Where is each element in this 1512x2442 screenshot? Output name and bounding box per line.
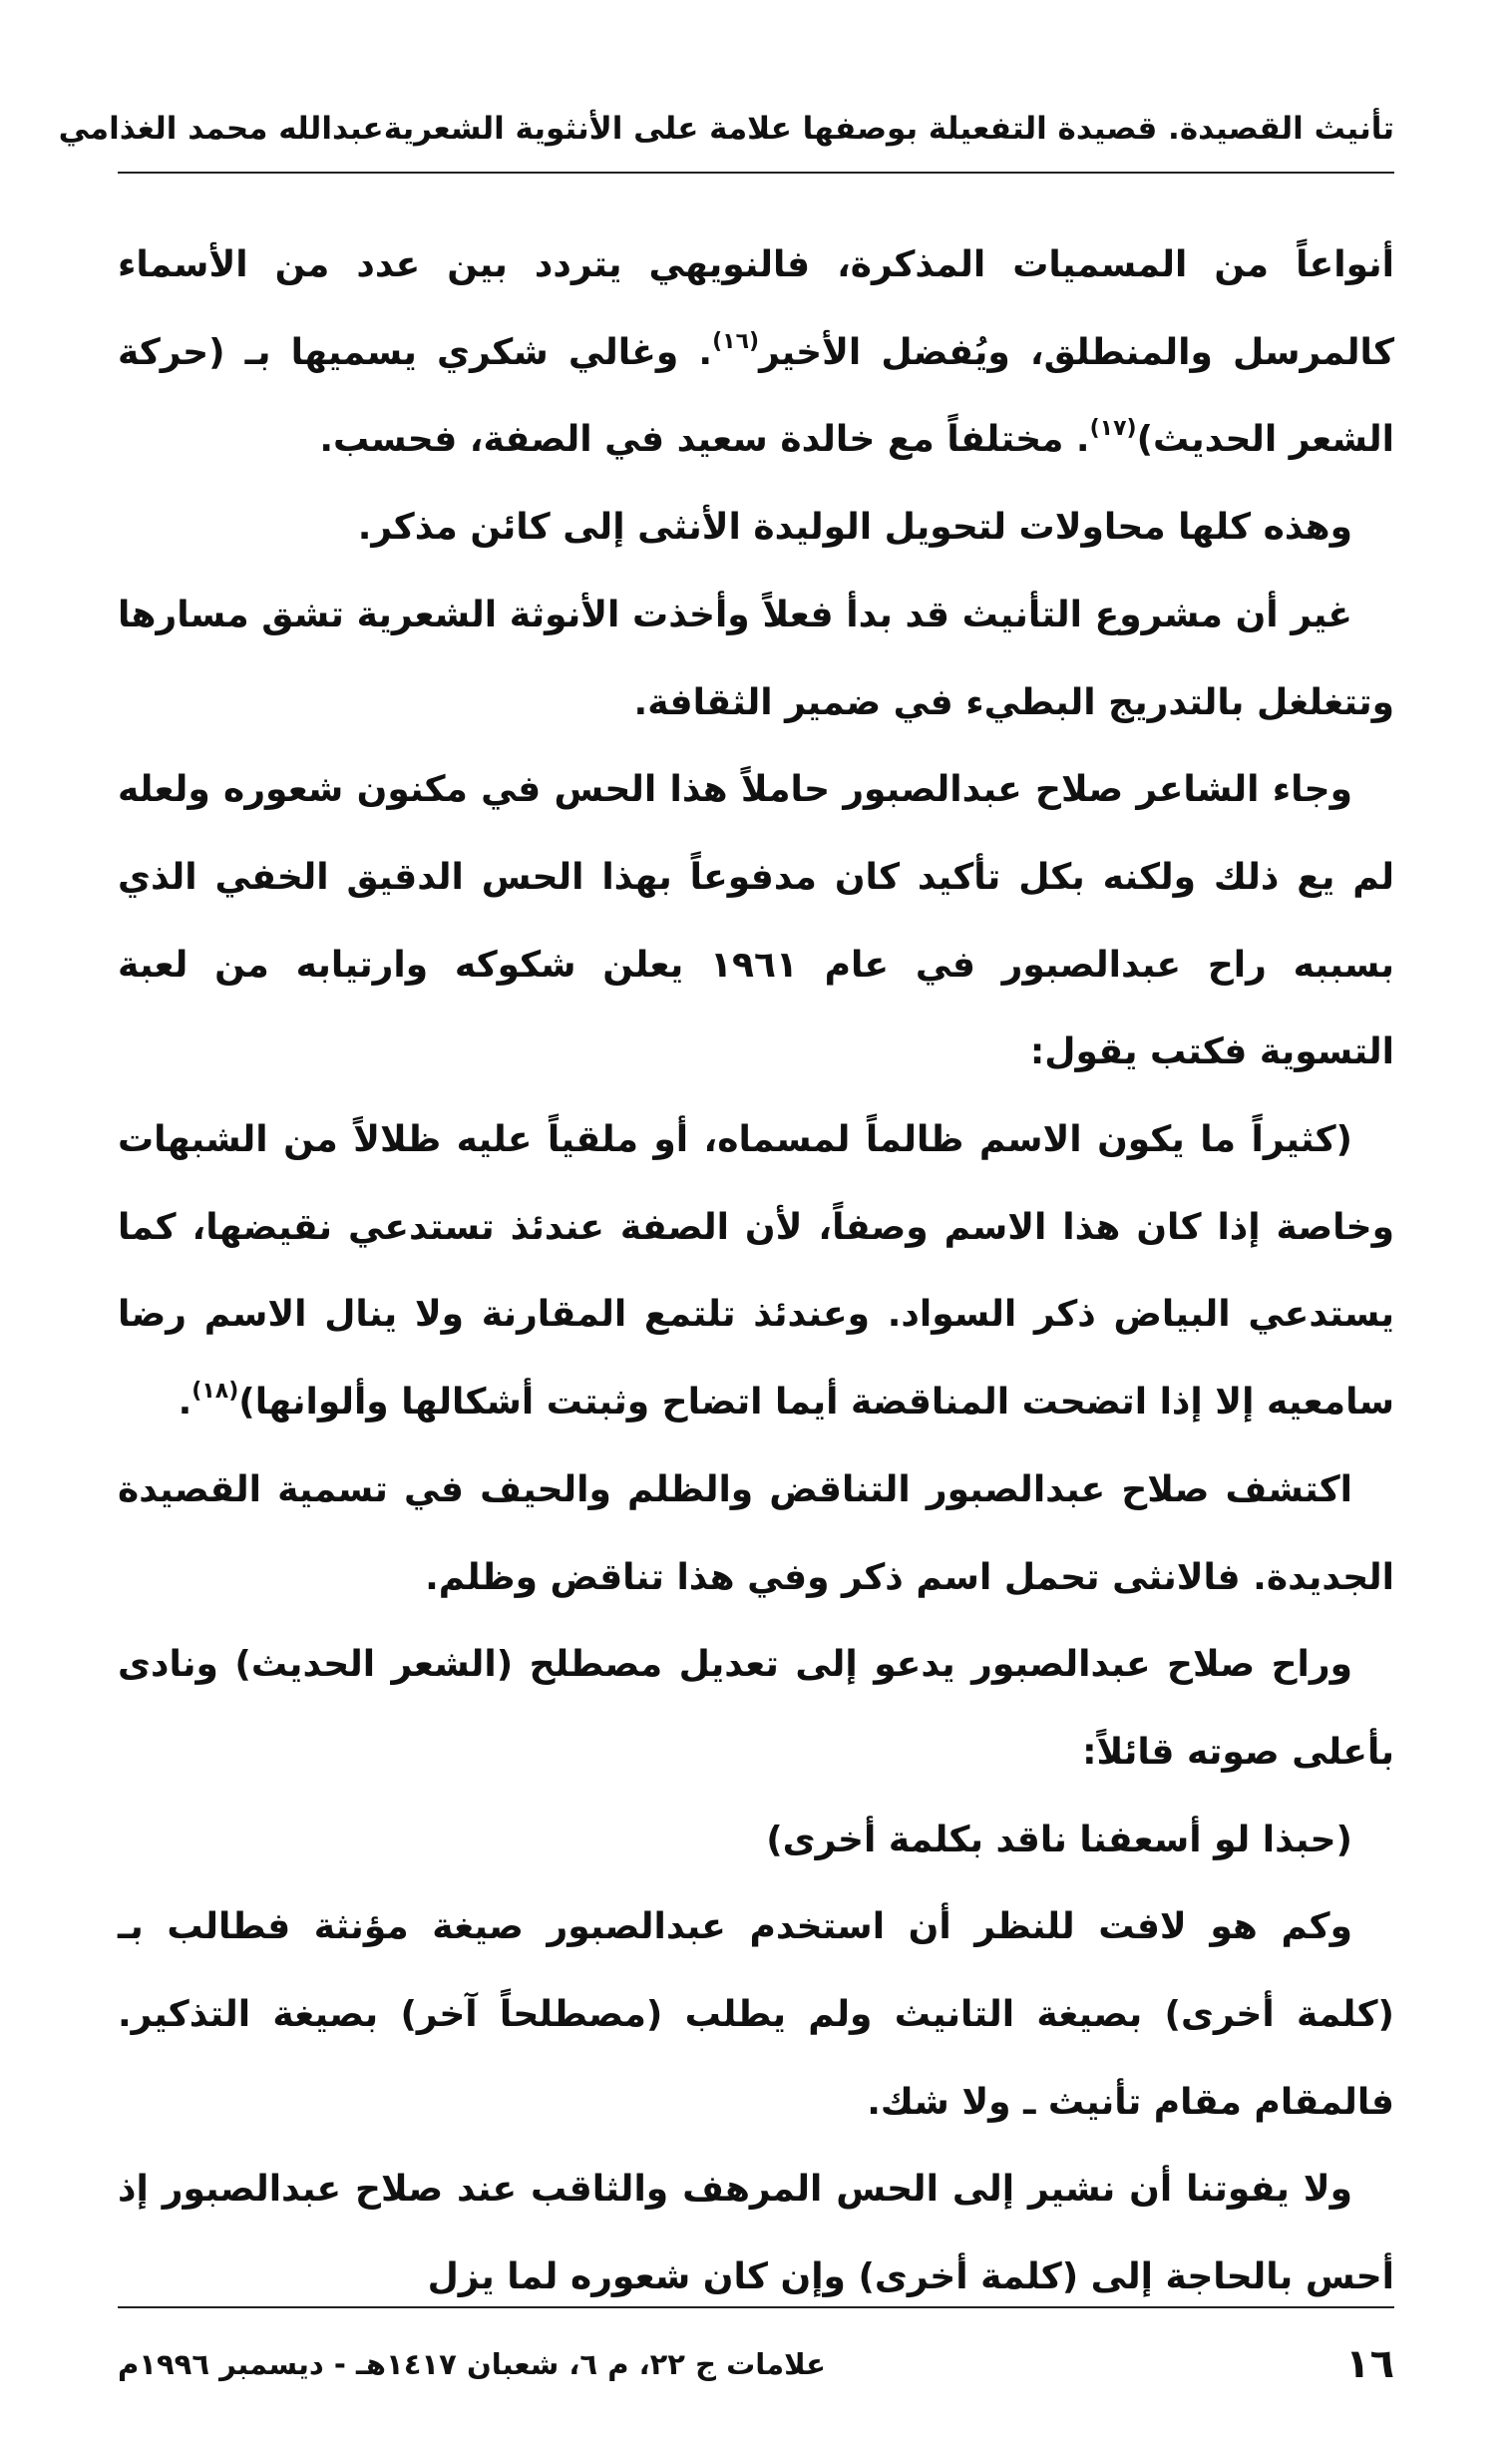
- paragraph: غير أن مشروع التأنيث قد بدأ فعلاً وأخذت الأنوثة الشعرية تشق مسارها وتتغلغل بالتدريج البطيء في ضمير الثقافة.: [118, 594, 1394, 723]
- author-name: عبدالله محمد الغذامي: [58, 111, 384, 147]
- paragraph: وراح صلاح عبدالصبور يدعو إلى تعديل مصطلح (الشعر الحديث) ونادى بأعلى صوته قائلاً:: [118, 1644, 1394, 1773]
- paragraph: ولا يفوتنا أن نشير إلى الحس المرهف والثاقب عند صلاح عبدالصبور إذ أحس بالحاجة إلى (كلمة أخرى) وإن كان شعوره لما يزل: [118, 2169, 1394, 2298]
- paragraph: وهذه كلها محاولات لتحويل الوليدة الأنثى إلى كائن مذكر.: [357, 507, 1352, 549]
- article-title: تأنيث القصيدة. قصيدة التفعيلة بوصفها علامة على الأنثوية الشعرية: [383, 111, 1394, 147]
- running-footer: [118, 2334, 1394, 2394]
- quotation-line: (حبذا لو أسعفنا ناقد بكلمة أخرى): [766, 1819, 1352, 1860]
- quotation-paragraph: [118, 1096, 1394, 1446]
- paragraph-text: . وغالي شكري يسميها بـ (حركة الشعر الحديث): [118, 331, 1394, 461]
- footnote-ref: (١٨): [191, 1379, 239, 1405]
- article-body: [118, 221, 1394, 2298]
- page-number: ١٦: [1345, 2341, 1394, 2387]
- paragraph: وكم هو لافت للنظر أن استخدم عبدالصبور صيغة مؤنثة فطالب بـ (كلمة أخرى) بصيغة التانيث ولم يطلب (مصطلحاً آخر) بصيغة التذكير. فالمقام مقام تأنيث ـ ولا شك.: [118, 1906, 1394, 2123]
- paragraph-text: أنواعاً من المسميات المذكرة، فالنويهي يتردد بين عدد من الأسماء كالمرسل والمنطلق، ويُفضل الأخير: [118, 244, 1394, 373]
- footnote-ref: (١٦): [712, 328, 760, 354]
- paragraph: وجاء الشاعر صلاح عبدالصبور حاملاً هذا الحس في مكنون شعوره ولعله لم يع ذلك ولكنه بكل تأكيد كان مدفوعاً بهذا الحس الدقيق الخفي الذي بسببه راح عبدالصبور في عام ١٩٦١ يعلن شكوكه وارتيابه من لعبة التسوية فكتب يقول:: [118, 769, 1394, 1073]
- paragraph: [118, 221, 1394, 484]
- header-divider: [118, 172, 1394, 174]
- paragraph: اكتشف صلاح عبدالصبور التناقض والظلم والحيف في تسمية القصيدة الجديدة. فالانثى تحمل اسم ذكر وفي هذا تناقض وظلم.: [118, 1468, 1394, 1598]
- running-header: [58, 94, 1394, 164]
- footer-divider: [118, 2306, 1394, 2308]
- footnote-ref: (١٧): [1089, 416, 1137, 442]
- paragraph-text: .: [178, 1382, 192, 1424]
- journal-citation: علامات ج ٢٢، م ٦، شعبان ١٤١٧هـ - ديسمبر ١٩٩٦م: [118, 2347, 826, 2381]
- paragraph-text: . مختلفاً مع خالدة سعيد في الصفة، فحسب.: [319, 419, 1090, 461]
- paragraph-text: (كثيراً ما يكون الاسم ظالماً لمسماه، أو ملقياً عليه ظلالاً من الشبهات وخاصة إذا كان هذا الاسم وصفاً، لأن الصفة عندئذ تستدعي نقيضها، كما يستدعي البياض ذكر السواد. وعندئذ تلتمع المقارنة ولا ينال الاسم رضا سامعيه إلا إذا اتضحت المناقضة أيما اتضاح وثبتت أشكالها وألوانها): [118, 1119, 1394, 1424]
